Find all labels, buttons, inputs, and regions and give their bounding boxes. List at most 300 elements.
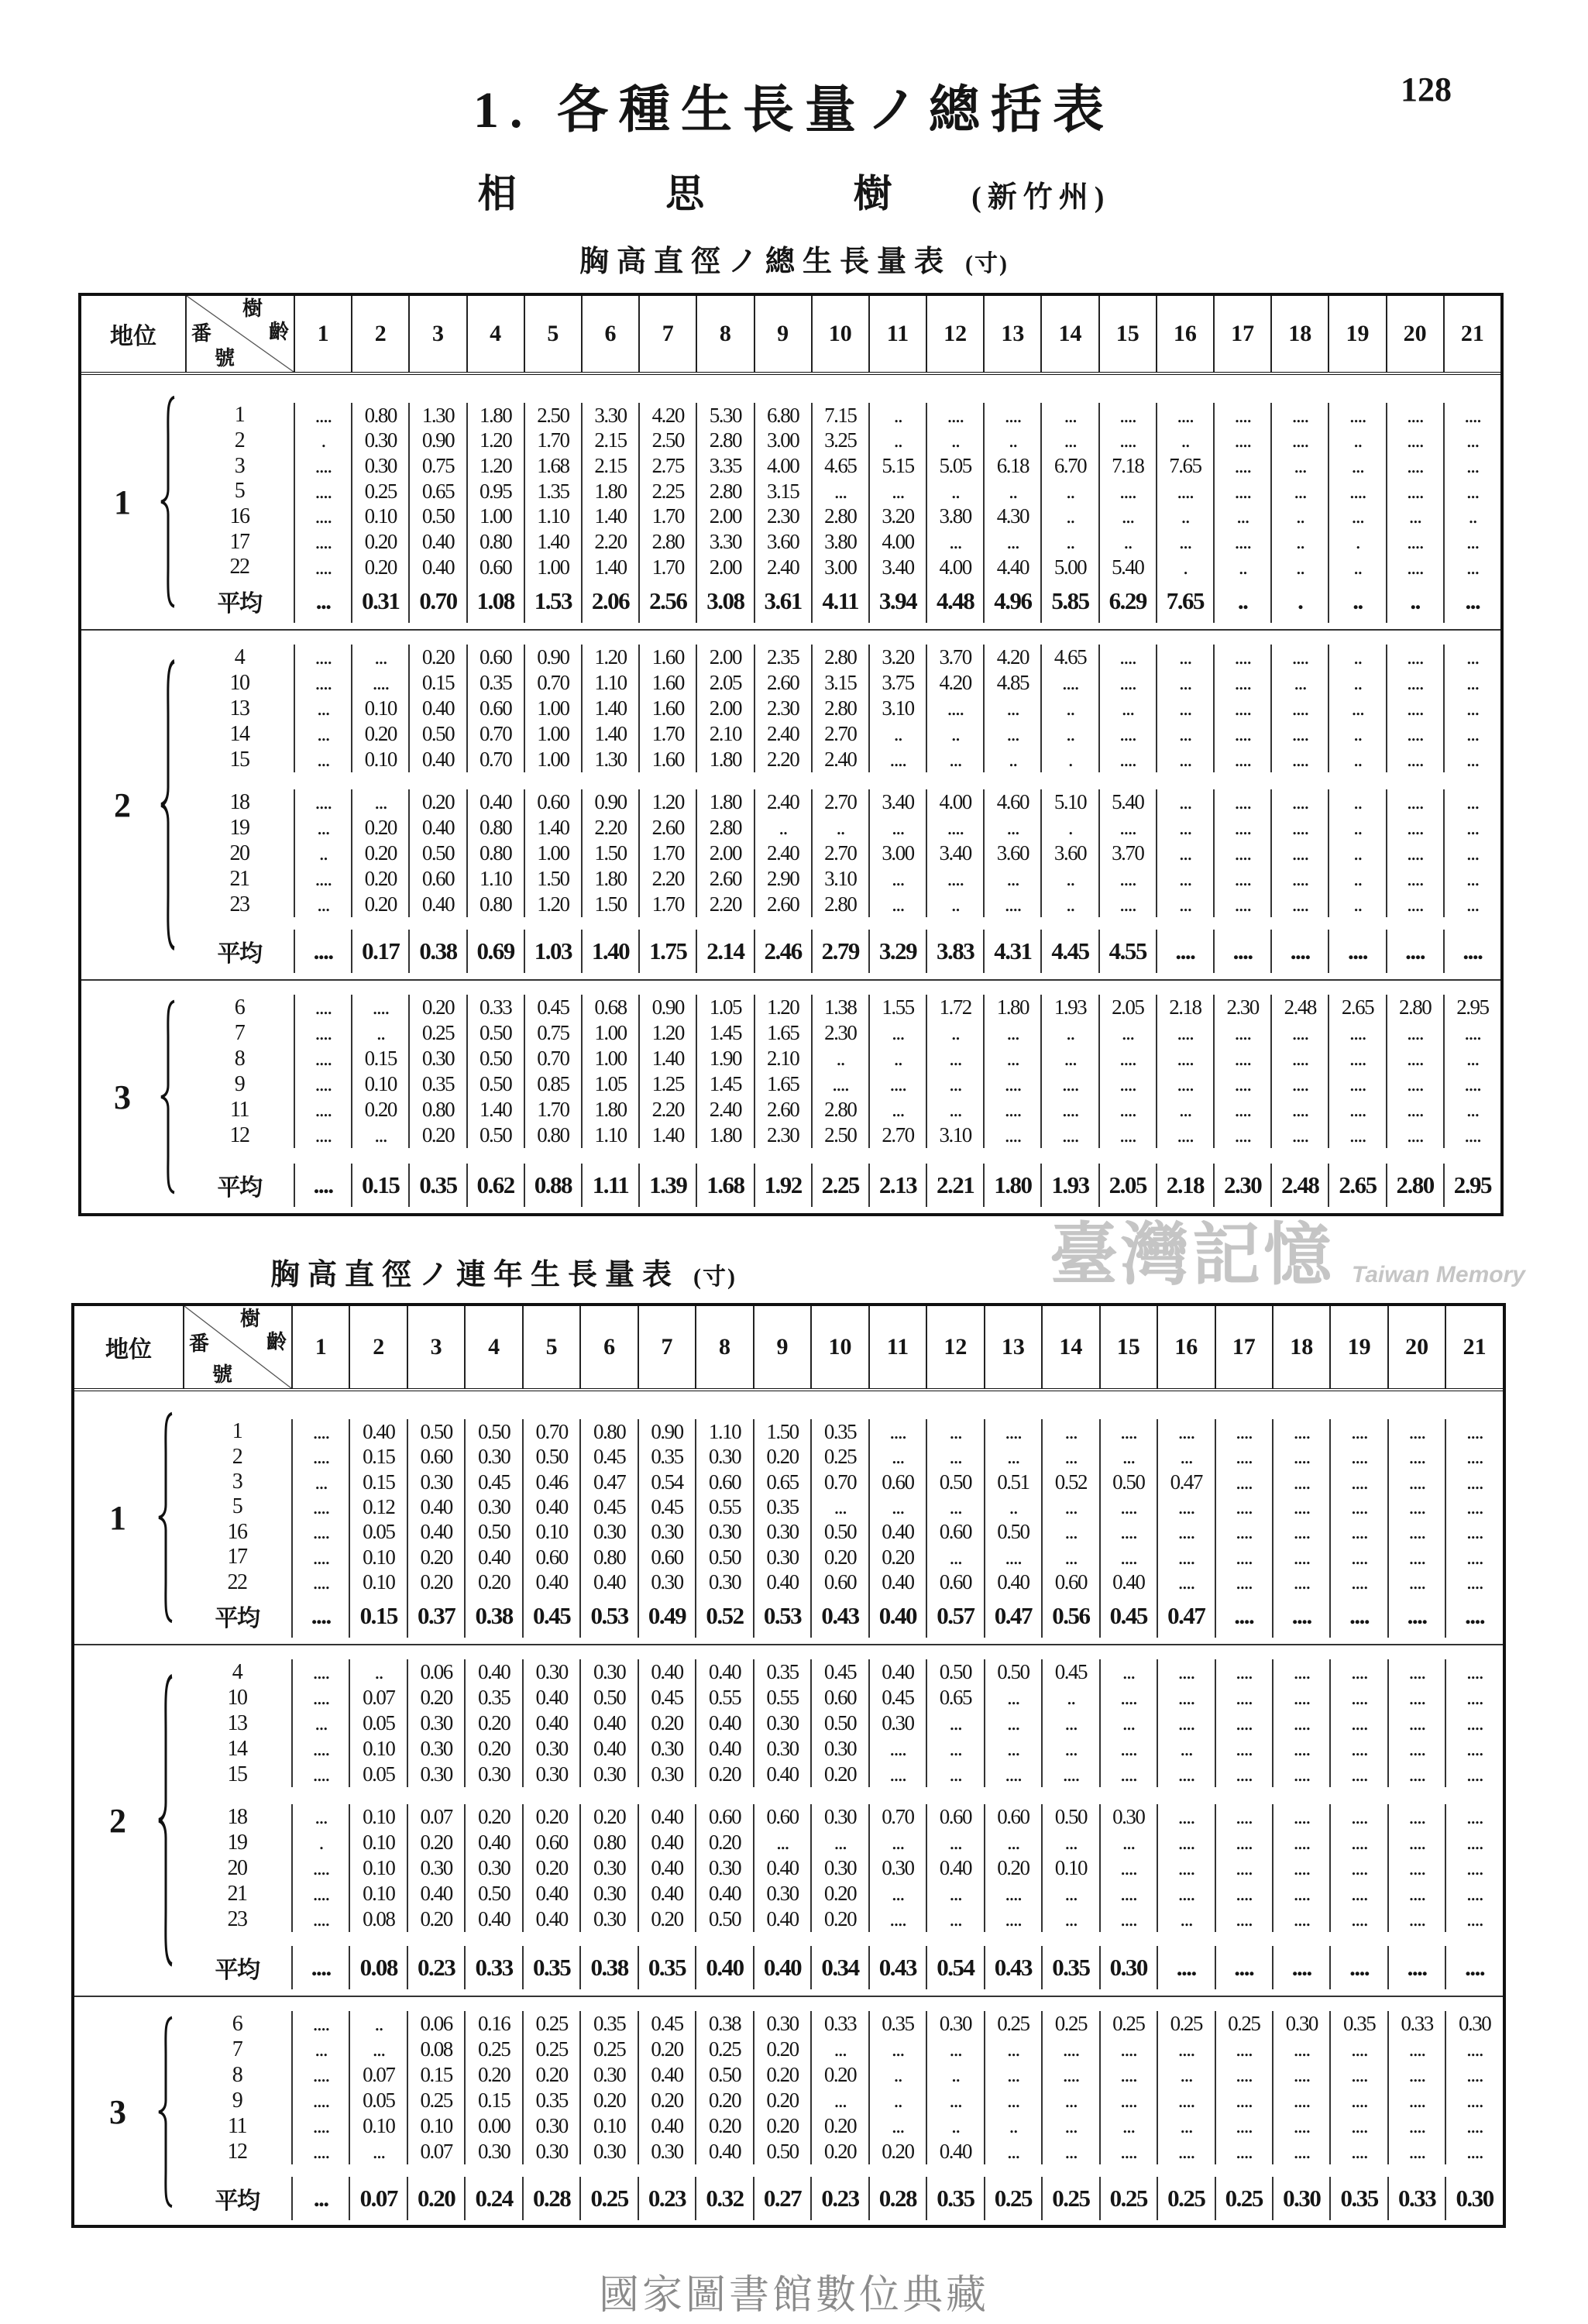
empty-cell: .... (1098, 670, 1156, 696)
table-row (185, 1097, 1500, 1122)
empty-cell: ... (753, 1830, 810, 1855)
value-cell: 0.40 (753, 1946, 810, 1989)
value-cell: 0.50 (464, 1419, 521, 1444)
empty-cell: .... (1098, 1046, 1156, 1071)
empty-cell: .... (291, 1736, 349, 1762)
value-cell: 0.35 (753, 1659, 810, 1685)
site-class-number: 3 (114, 1078, 131, 1116)
value-cell: 0.30 (1445, 2011, 1502, 2037)
empty-cell: ... (926, 1881, 983, 1906)
header-age-15: 15 (1099, 1306, 1157, 1388)
empty-cell: .... (294, 1122, 351, 1148)
empty-cell: .... (1270, 866, 1328, 892)
empty-cell: .... (1157, 1545, 1214, 1569)
value-cell: 3.10 (868, 696, 926, 721)
value-cell: 0.30 (579, 1881, 637, 1906)
empty-cell: .... (1386, 930, 1443, 973)
value-cell: 7.15 (811, 403, 868, 428)
empty-cell: ... (1041, 1906, 1098, 1932)
empty-cell: .... (294, 453, 351, 479)
value-cell: 0.35 (466, 670, 524, 696)
value-cell: 0.20 (522, 2062, 579, 2088)
table-row (183, 1685, 1503, 1710)
empty-cell: .. (1040, 866, 1098, 892)
empty-cell: .... (1215, 1545, 1272, 1569)
empty-cell: .... (868, 1071, 926, 1097)
value-cell: 1.00 (581, 1046, 638, 1071)
value-cell: 0.50 (984, 1659, 1041, 1685)
empty-cell: .... (1272, 1444, 1329, 1469)
value-cell: 0.69 (466, 930, 524, 973)
empty-cell: .. (811, 1046, 868, 1071)
site-group-3 (74, 1997, 1503, 2226)
value-cell: 0.55 (695, 1685, 752, 1710)
header-diag-label: 番 (189, 1332, 210, 1355)
empty-cell: .... (1272, 1520, 1329, 1545)
value-cell: 0.20 (407, 2177, 464, 2220)
empty-cell: ... (926, 1906, 983, 1932)
empty-cell: .... (1445, 1804, 1502, 1830)
value-cell: 2.25 (811, 1164, 868, 1207)
value-cell: 0.70 (466, 747, 524, 772)
value-cell: 1.93 (1040, 995, 1098, 1020)
value-cell: 0.20 (351, 841, 408, 866)
value-cell: 0.30 (810, 1804, 868, 1830)
average-row (183, 1946, 1503, 1989)
empty-cell: .. (811, 815, 868, 841)
empty-cell: .... (1329, 1494, 1387, 1519)
value-cell: 0.10 (351, 504, 408, 530)
empty-cell: .... (291, 2139, 349, 2164)
empty-cell: ... (1443, 721, 1500, 747)
empty-cell: .... (1099, 1881, 1157, 1906)
value-cell: 2.75 (638, 453, 696, 479)
value-cell: 2.50 (638, 428, 696, 454)
empty-cell: .... (291, 2113, 349, 2139)
header-age-18: 18 (1272, 1306, 1329, 1388)
value-cell: 0.15 (349, 1470, 406, 1494)
tree-number: 3 (234, 453, 245, 478)
value-cell: 2.48 (1270, 995, 1328, 1020)
empty-cell: .. (1098, 529, 1156, 555)
value-cell: 1.00 (524, 555, 581, 580)
value-cell: 0.30 (407, 1710, 464, 1736)
empty-cell: .... (1157, 1804, 1214, 1830)
value-cell: 0.05 (349, 1762, 406, 1787)
empty-cell: .... (1387, 1444, 1445, 1469)
value-cell: 0.20 (351, 555, 408, 580)
value-cell: 0.07 (349, 1685, 406, 1710)
tree-number: 17 (227, 1545, 247, 1569)
tree-number: 18 (229, 789, 249, 814)
empty-cell: .. (1040, 529, 1098, 555)
empty-cell: ... (291, 1804, 349, 1830)
empty-cell: .... (984, 1906, 1041, 1932)
value-cell: 3.00 (754, 428, 811, 454)
value-cell: 0.80 (524, 1122, 581, 1148)
value-cell: 0.50 (810, 1710, 868, 1736)
value-cell: 0.62 (466, 1164, 524, 1207)
empty-cell: .... (1098, 1122, 1156, 1148)
value-cell: 6.70 (1040, 453, 1098, 479)
value-cell: 1.93 (1040, 1164, 1098, 1207)
brace-icon (156, 1411, 175, 1624)
empty-cell: .... (1445, 1855, 1502, 1881)
empty-cell: .... (1270, 721, 1328, 747)
value-cell: 0.16 (464, 2011, 521, 2037)
value-cell: 1.20 (524, 892, 581, 917)
empty-cell: ... (1157, 1736, 1214, 1762)
value-cell: 0.10 (349, 1830, 406, 1855)
header-age-13: 13 (984, 1306, 1041, 1388)
caption-unit: (寸) (965, 251, 1009, 277)
value-cell: 7.65 (1156, 453, 1213, 479)
value-cell: 3.20 (868, 645, 926, 670)
value-cell: 0.08 (349, 1906, 406, 1932)
value-cell: 1.11 (581, 1164, 638, 1207)
empty-cell: .... (1215, 2139, 1272, 2164)
empty-cell: .... (1329, 1855, 1387, 1881)
value-cell: 0.40 (753, 1906, 810, 1932)
empty-cell: ... (1328, 504, 1385, 530)
empty-cell: .... (1272, 1494, 1329, 1519)
empty-cell: .... (291, 2088, 349, 2113)
empty-cell: ... (810, 1830, 868, 1855)
header-age-11: 11 (868, 1306, 926, 1388)
empty-cell: .... (291, 1946, 349, 1989)
value-cell: 0.30 (579, 1906, 637, 1932)
value-cell: 0.30 (753, 1520, 810, 1545)
table-row (183, 1736, 1503, 1762)
empty-cell: .. (1328, 428, 1385, 454)
group-rows (185, 631, 1500, 979)
value-cell: 0.50 (1041, 1804, 1098, 1830)
value-cell: 0.25 (1215, 2177, 1272, 2220)
value-cell: 0.30 (753, 1881, 810, 1906)
value-cell: 0.30 (579, 2139, 637, 2164)
value-cell: 0.23 (407, 1946, 464, 1989)
empty-cell: .... (1386, 1122, 1443, 1148)
empty-cell: .... (1329, 1830, 1387, 1855)
value-cell: 0.20 (753, 2037, 810, 2062)
value-cell: 0.40 (408, 529, 466, 555)
table-header-row (74, 1306, 1503, 1391)
tree-number: 19 (227, 1830, 247, 1855)
header-age-9: 9 (754, 296, 811, 372)
value-cell: 0.34 (810, 1946, 868, 1989)
empty-cell: ... (1270, 670, 1328, 696)
empty-cell: . (1328, 529, 1385, 555)
empty-cell: .... (1213, 892, 1270, 917)
value-cell: 0.25 (1099, 2011, 1157, 2037)
value-cell: 4.00 (926, 555, 983, 580)
tree-number: 13 (229, 696, 249, 720)
empty-cell: .... (1215, 2113, 1272, 2139)
table-row (185, 670, 1500, 696)
value-cell: 1.05 (581, 1071, 638, 1097)
caption-unit: (寸) (693, 1264, 737, 1290)
empty-cell: .... (1156, 479, 1213, 504)
value-cell: 0.45 (868, 1685, 926, 1710)
empty-cell: .... (291, 1570, 349, 1595)
value-cell: 0.15 (349, 1595, 406, 1638)
tree-number: 4 (232, 1659, 242, 1684)
value-cell: 3.29 (868, 930, 926, 973)
empty-cell: .... (1445, 1906, 1502, 1932)
empty-cell: .... (1445, 1470, 1502, 1494)
empty-cell: .... (1329, 1804, 1387, 1830)
empty-cell: .... (1387, 1419, 1445, 1444)
value-cell: 2.20 (638, 866, 696, 892)
empty-cell: .. (1386, 580, 1443, 623)
empty-cell: ... (926, 1830, 983, 1855)
empty-cell: . (294, 428, 351, 454)
value-cell: 2.90 (754, 866, 811, 892)
empty-cell: .. (1041, 1685, 1098, 1710)
value-cell: 0.40 (407, 1881, 464, 1906)
value-cell: 0.30 (810, 1855, 868, 1881)
empty-cell: .... (291, 2011, 349, 2037)
header-age-16: 16 (1157, 1306, 1214, 1388)
value-cell: 0.20 (351, 815, 408, 841)
value-cell: 0.45 (579, 1494, 637, 1519)
site-group-1 (81, 375, 1500, 631)
value-cell: 2.80 (638, 529, 696, 555)
value-cell: 0.60 (926, 1570, 983, 1595)
empty-cell: .... (1213, 670, 1270, 696)
empty-cell: ... (984, 2037, 1041, 2062)
empty-cell: .... (1386, 403, 1443, 428)
empty-cell: .. (1328, 580, 1385, 623)
empty-cell: ... (1156, 529, 1213, 555)
value-cell: 3.00 (868, 841, 926, 866)
empty-cell: .... (1099, 1520, 1157, 1545)
value-cell: 0.85 (524, 1071, 581, 1097)
empty-cell: .... (1386, 841, 1443, 866)
value-cell: 2.70 (811, 721, 868, 747)
value-cell: 0.30 (1272, 2177, 1329, 2220)
value-cell: 0.40 (579, 1570, 637, 1595)
value-cell: 1.80 (983, 1164, 1040, 1207)
empty-cell: .. (983, 747, 1040, 772)
value-cell: 0.60 (524, 789, 581, 815)
value-cell: 1.30 (408, 403, 466, 428)
value-cell: 0.38 (695, 2011, 752, 2037)
value-cell: 0.40 (868, 1520, 926, 1545)
brace-icon (159, 999, 177, 1195)
empty-cell: ... (1156, 841, 1213, 866)
tree-number: 17 (229, 529, 249, 554)
value-cell: 0.40 (868, 1595, 926, 1638)
empty-cell: ... (1443, 645, 1500, 670)
region-name: (新竹州) (971, 181, 1111, 214)
empty-cell: .... (1213, 403, 1270, 428)
value-cell: 2.00 (696, 841, 753, 866)
empty-cell: .... (1215, 1659, 1272, 1685)
empty-cell: .... (1099, 1494, 1157, 1519)
empty-cell: .... (926, 866, 983, 892)
value-cell: 0.40 (408, 815, 466, 841)
value-cell: 0.30 (1272, 2011, 1329, 2037)
value-cell: 0.30 (579, 1762, 637, 1787)
empty-cell: ... (1041, 1419, 1098, 1444)
empty-cell: .... (984, 1419, 1041, 1444)
value-cell: 0.35 (408, 1071, 466, 1097)
empty-cell: ... (868, 1881, 926, 1906)
value-cell: 2.13 (868, 1164, 926, 1207)
value-cell: 3.40 (926, 841, 983, 866)
value-cell: 0.23 (638, 2177, 695, 2220)
value-cell: 0.20 (868, 2139, 926, 2164)
empty-cell: .... (1099, 1906, 1157, 1932)
empty-cell: .... (1386, 555, 1443, 580)
empty-cell: ... (1099, 1710, 1157, 1736)
empty-cell: .. (1270, 529, 1328, 555)
value-cell: 4.00 (926, 789, 983, 815)
empty-cell: .... (1445, 1685, 1502, 1710)
brace-icon (156, 2016, 175, 2209)
value-cell: 0.40 (407, 1520, 464, 1545)
value-cell: 0.30 (408, 1046, 466, 1071)
value-cell: 0.50 (464, 1520, 521, 1545)
empty-cell: .... (1213, 696, 1270, 721)
value-cell: 0.20 (753, 2062, 810, 2088)
value-cell: 1.80 (696, 1122, 753, 1148)
empty-cell: .... (1270, 1020, 1328, 1046)
empty-cell: .... (1445, 1710, 1502, 1736)
empty-cell: ... (1443, 580, 1500, 623)
value-cell: 0.25 (464, 2037, 521, 2062)
empty-cell: ... (1041, 1830, 1098, 1855)
value-cell: 0.20 (695, 2088, 752, 2113)
value-cell: 0.60 (984, 1804, 1041, 1830)
value-cell: 1.50 (524, 866, 581, 892)
value-cell: 3.80 (811, 529, 868, 555)
empty-cell: .... (1098, 479, 1156, 504)
empty-cell: .... (1157, 1710, 1214, 1736)
tree-number: 5 (234, 479, 245, 504)
empty-cell: ... (811, 479, 868, 504)
value-cell: 0.40 (407, 1494, 464, 1519)
value-cell: 2.00 (696, 696, 753, 721)
empty-cell: .... (1443, 1020, 1500, 1046)
empty-cell: .... (1328, 1071, 1385, 1097)
value-cell: 1.20 (466, 453, 524, 479)
empty-cell: .... (1329, 1710, 1387, 1736)
empty-cell: .. (1040, 892, 1098, 917)
value-cell: 1.05 (696, 995, 753, 1020)
empty-cell: ... (1443, 892, 1500, 917)
value-cell: 1.20 (581, 645, 638, 670)
empty-cell: .... (1387, 2088, 1445, 2113)
value-cell: 0.70 (524, 1046, 581, 1071)
value-cell: 3.60 (754, 529, 811, 555)
value-cell: 0.80 (579, 1419, 637, 1444)
value-cell: 0.07 (407, 2139, 464, 2164)
value-cell: 0.38 (408, 930, 466, 973)
empty-cell: .... (1387, 1570, 1445, 1595)
value-cell: 0.20 (464, 1710, 521, 1736)
empty-cell: .... (1387, 1762, 1445, 1787)
value-cell: 3.75 (868, 670, 926, 696)
value-cell: 0.45 (810, 1659, 868, 1685)
site-class-cell (81, 981, 185, 1213)
empty-cell: ... (984, 2088, 1041, 2113)
tree-number: 20 (227, 1855, 247, 1880)
value-cell: 0.70 (522, 1419, 579, 1444)
empty-cell: ... (868, 892, 926, 917)
value-cell: 1.60 (638, 747, 696, 772)
value-cell: 0.10 (579, 2113, 637, 2139)
value-cell: 0.46 (522, 1470, 579, 1494)
empty-cell: .... (1272, 1570, 1329, 1595)
empty-cell: .... (1157, 1881, 1214, 1906)
value-cell: 1.40 (638, 1046, 696, 1071)
empty-cell: .... (1099, 1419, 1157, 1444)
value-cell: 2.60 (754, 670, 811, 696)
value-cell: 0.10 (522, 1520, 579, 1545)
empty-cell: ... (983, 815, 1040, 841)
value-cell: 0.20 (810, 1545, 868, 1569)
value-cell: 0.40 (638, 1659, 695, 1685)
value-cell: 0.30 (753, 1545, 810, 1569)
header-age-4: 4 (466, 296, 524, 372)
empty-cell: .... (1272, 1804, 1329, 1830)
value-cell: 1.40 (524, 815, 581, 841)
value-cell: 0.20 (464, 1570, 521, 1595)
value-cell: 3.10 (811, 866, 868, 892)
table-row (185, 555, 1500, 580)
value-cell: 0.20 (984, 1855, 1041, 1881)
empty-cell: .... (294, 479, 351, 504)
value-cell: 0.50 (466, 1122, 524, 1148)
tree-number: 平均 (217, 941, 262, 967)
empty-cell: .... (1215, 1804, 1272, 1830)
brace-icon (156, 1673, 175, 1968)
value-cell: 0.20 (351, 721, 408, 747)
empty-cell: ... (1040, 1046, 1098, 1071)
value-cell: 0.30 (638, 1570, 695, 1595)
value-cell: 0.53 (753, 1595, 810, 1638)
caption-text: 胸高直徑ノ總生長量表 (579, 246, 952, 278)
empty-cell: .... (1215, 1470, 1272, 1494)
empty-cell: .... (1213, 1020, 1270, 1046)
value-cell: 0.80 (579, 1545, 637, 1569)
empty-cell: .. (926, 721, 983, 747)
value-cell: 0.50 (466, 1020, 524, 1046)
value-cell: 0.40 (522, 1570, 579, 1595)
empty-cell: .... (983, 1097, 1040, 1122)
average-row (185, 1164, 1500, 1207)
value-cell: 2.79 (811, 930, 868, 973)
value-cell: 0.35 (579, 2011, 637, 2037)
value-cell: 0.30 (464, 2139, 521, 2164)
value-cell: 0.20 (638, 1710, 695, 1736)
value-cell: 0.70 (868, 1804, 926, 1830)
value-cell: 4.20 (983, 645, 1040, 670)
empty-cell: ... (926, 1419, 983, 1444)
header-age-14: 14 (1041, 1306, 1098, 1388)
empty-cell: .... (1387, 1595, 1445, 1638)
value-cell: 2.18 (1156, 1164, 1213, 1207)
value-cell: 1.50 (581, 892, 638, 917)
empty-cell: .... (1387, 2037, 1445, 2062)
empty-cell: .... (1272, 1470, 1329, 1494)
value-cell: 5.00 (1040, 555, 1098, 580)
value-cell: 1.40 (638, 1122, 696, 1148)
empty-cell: .... (1215, 1830, 1272, 1855)
empty-cell: .... (291, 1685, 349, 1710)
